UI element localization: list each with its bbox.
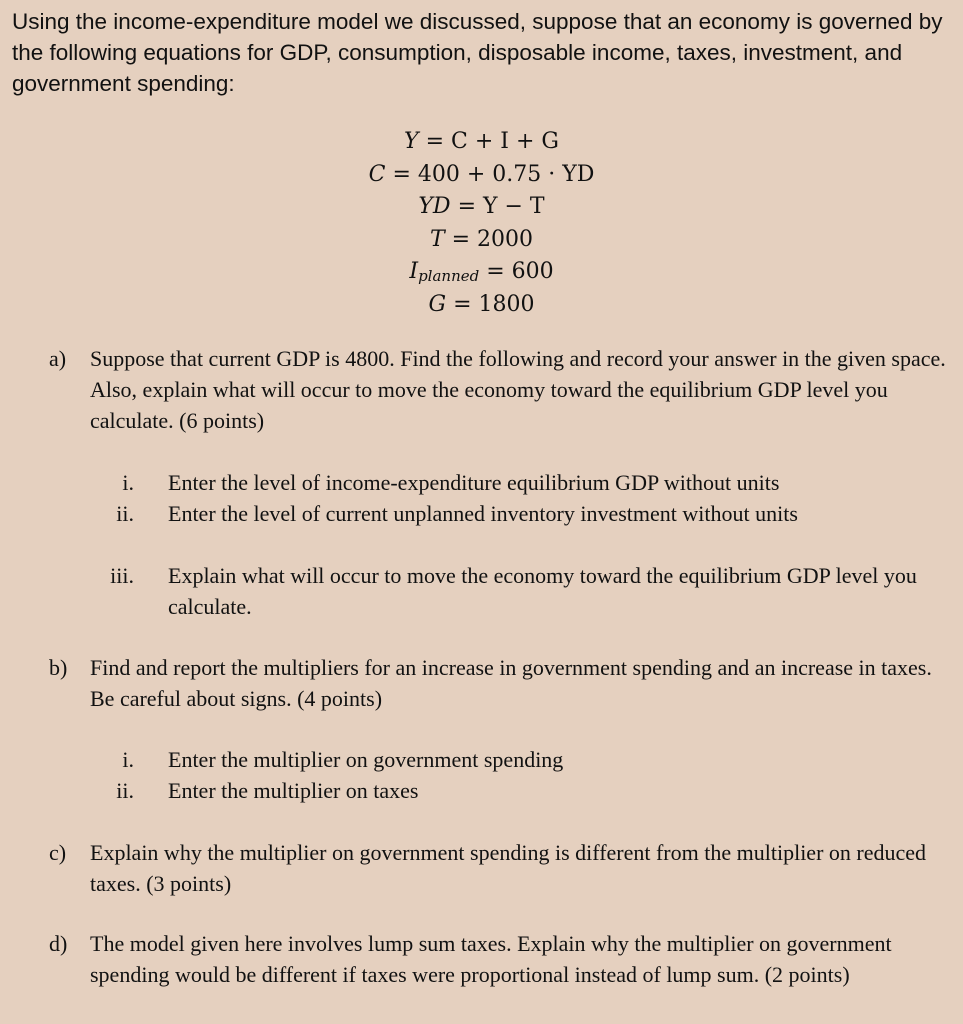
equation-lhs: Y — [404, 129, 419, 154]
question-b — [49, 652, 949, 714]
question-b-item-i — [100, 744, 950, 775]
equation-investment — [0, 256, 963, 289]
equation-disposable-income — [0, 191, 963, 224]
question-a-item-i — [100, 467, 950, 498]
question-label: c) — [49, 840, 67, 865]
question-a — [49, 343, 949, 436]
equation-rhs: = 400 + 0.75 · YD — [392, 161, 595, 187]
equation-taxes — [0, 224, 963, 257]
intro-paragraph: Using the income-expenditure model we discussed, suppose that an economy is governed by the following equations for GDP, consumption, disposable income, taxes, investment, and government spending: — [12, 9, 943, 96]
question-label: a) — [49, 346, 67, 371]
item-text: Enter the level of current unplanned inventory investment without units — [168, 501, 798, 526]
equation-rhs: = 1800 — [453, 291, 535, 317]
equation-rhs: = Y − T — [457, 194, 545, 219]
equation-rhs: = 2000 — [451, 226, 534, 252]
equation-lhs: YD — [418, 194, 451, 219]
item-text: Enter the level of income-expenditure equilibrium GDP without units — [168, 470, 780, 495]
question-text: Find and report the multipliers for an increase in government spending and an increase in taxes. Be careful about signs. (4 points) — [90, 655, 932, 711]
question-label: d) — [49, 931, 68, 956]
equation-lhs: T — [429, 226, 445, 252]
equation-lhs: C — [368, 161, 386, 187]
question-d — [49, 928, 949, 990]
question-text: Suppose that current GDP is 4800. Find the following and record your answer in the given space. Also, explain what will occur to move the economy toward the equilibrium GDP level you calculate. (6 points) — [90, 346, 946, 433]
equation-block — [0, 126, 963, 321]
equation-subscript: planned — [418, 267, 480, 285]
item-number: iii. — [110, 563, 134, 588]
equation-rhs: = C + I + G — [425, 129, 559, 154]
item-number: ii. — [116, 778, 134, 803]
question-a-item-iii — [100, 560, 950, 622]
equation-lhs: I — [409, 259, 419, 284]
question-c — [49, 837, 949, 899]
item-number: i. — [122, 747, 134, 772]
equation-consumption — [0, 159, 963, 192]
item-number: ii. — [116, 501, 134, 526]
item-number: i. — [122, 470, 134, 495]
question-label: b) — [49, 655, 68, 680]
question-text: Explain why the multiplier on government spending is different from the multiplier on reduced taxes. (3 points) — [90, 840, 927, 896]
question-a-item-ii — [100, 498, 950, 529]
item-text: Enter the multiplier on taxes — [168, 778, 419, 803]
item-text: Enter the multiplier on government spending — [168, 747, 564, 772]
item-text: Explain what will occur to move the economy toward the equilibrium GDP level you calculate. — [168, 563, 917, 619]
equation-rhs: = 600 — [486, 259, 554, 284]
question-text: The model given here involves lump sum taxes. Explain why the multiplier on government spending would be different if taxes were proportional instead of lump sum. (2 points) — [90, 931, 892, 987]
equation-lhs: G — [428, 291, 447, 317]
question-b-item-ii — [100, 775, 950, 806]
equation-government — [0, 289, 963, 322]
equation-gdp — [0, 126, 963, 159]
